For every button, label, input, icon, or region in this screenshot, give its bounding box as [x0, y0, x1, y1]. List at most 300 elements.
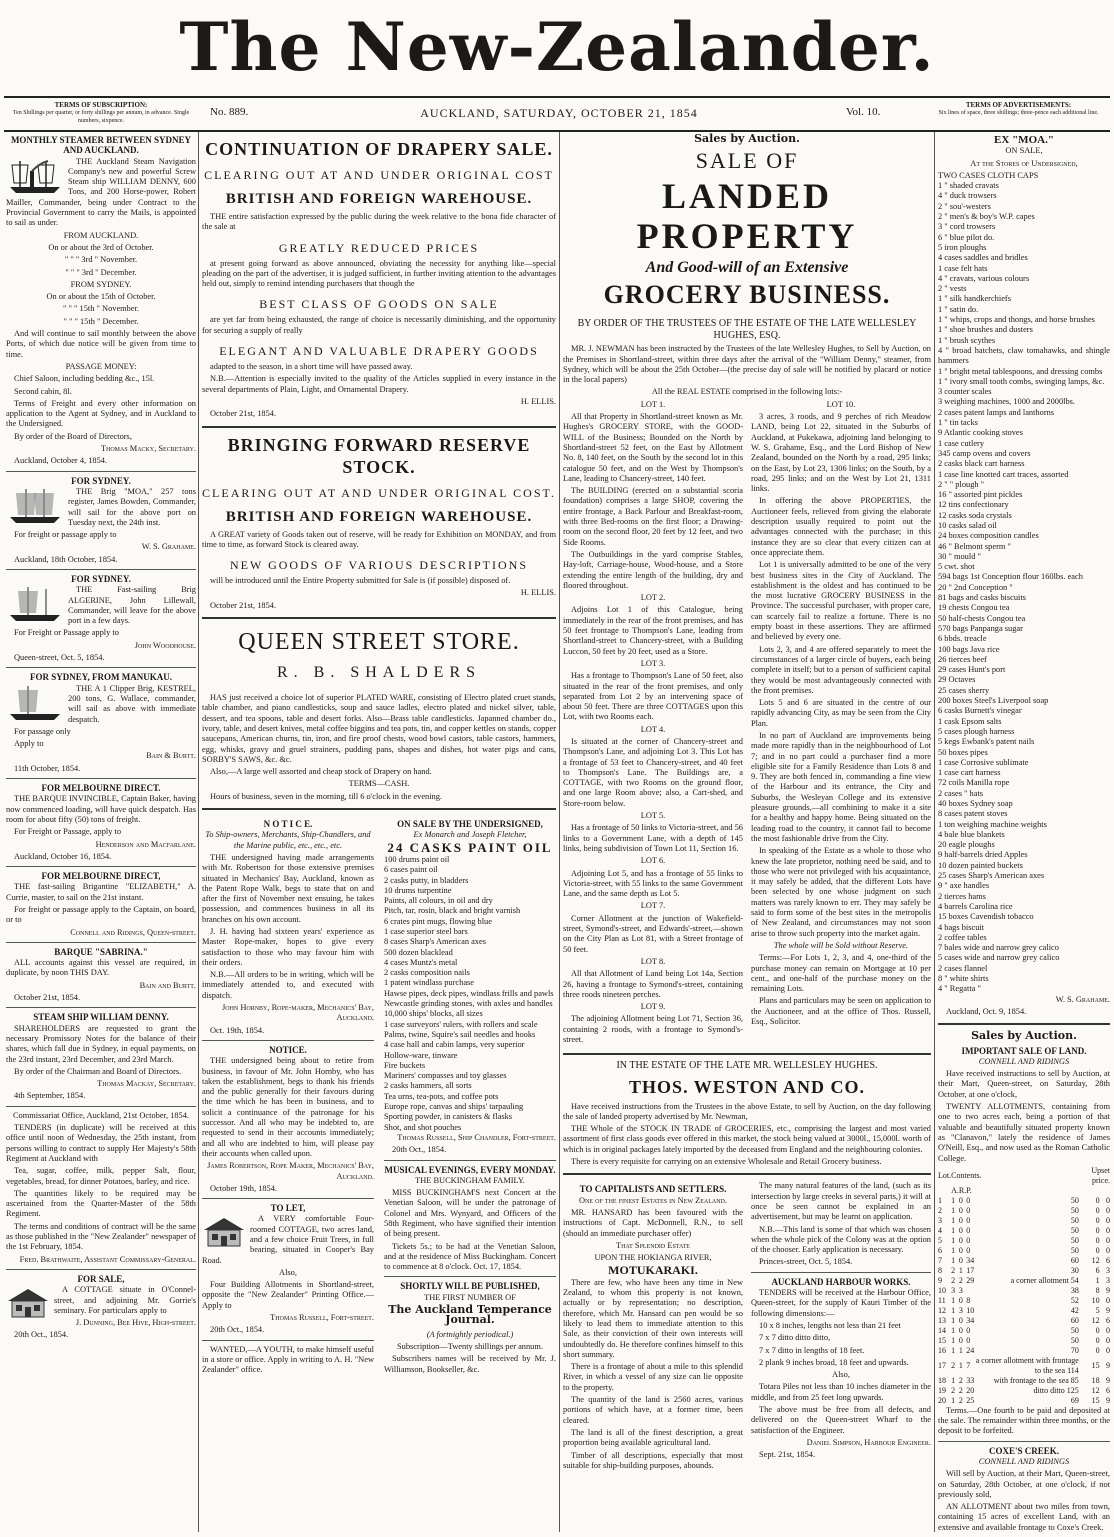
table-cell: 50 — [1070, 1335, 1079, 1345]
steamship-icon — [6, 157, 64, 197]
ad-headline: CONTINUATION OF DRAPERY SALE. — [205, 139, 553, 159]
list-item: 1 patent windlass purchase — [384, 978, 475, 988]
list-item: 2 " sou'-westers — [938, 201, 991, 211]
ad-subheading: CONNELL AND RIDINGS — [978, 1056, 1070, 1066]
ad-body: Subscribers names will be received by Mr. J. Williamson, Bookseller, &c. — [384, 1354, 556, 1374]
table-cell: 30 — [1070, 1265, 1079, 1275]
ad-signature: John Hornby, Rope-maker, Mechanics' Bay, Auckland. — [221, 1003, 374, 1023]
capitalists-section — [563, 1181, 931, 1473]
ad-body: TENDERS (in duplicate) will be received at this office until noon of Wednesday, the 25th instant, from persons willing to contract to supply Her Majesty's 58th Regiment at Auckland with — [6, 1123, 196, 1163]
table-cell: 0 — [958, 1215, 963, 1225]
table-cell: 6 — [1106, 1315, 1110, 1325]
lot-body: Lots 2, 3, and 4 are offered separately to meet the circumstances of a larger circle of buyers, each being complete in itself; but to a person of sufficient capital they would be most advantageously connected with the front premises. — [751, 644, 931, 695]
table-cell: 1 — [951, 1305, 956, 1315]
ad-body: N.B.—All orders to be in writing, which will be immediately attended to, and executed with dispatch. — [202, 970, 374, 1000]
list-item: 72 coils Manilla rope — [938, 778, 1010, 788]
ad-body: THE fast-sailing Brigantine "ELIZABETH," A. Currie, master, to sail on the 21st instant. — [6, 882, 196, 902]
table-cell: 1 — [951, 1295, 956, 1305]
table-cell: 0 — [1106, 1325, 1110, 1335]
table-cell: 24 — [966, 1345, 975, 1355]
subscription-terms-heading: TERMS OF SUBSCRIPTION: — [54, 101, 148, 109]
ad-body: will be introduced until the Entire Property submitted for Sale is (if possible) disposed of. — [210, 576, 511, 586]
table-cell: 9 — [1106, 1395, 1110, 1405]
ad-body: Have received instructions from the Trustees in the above Estate, to sell by Auction, on the day following the sale of landed property advertised by Mr. Newman, — [563, 1101, 931, 1121]
ad-body: 2 plank 9 inches broad, 18 feet and upwards. — [759, 1357, 909, 1367]
ad-date: 4th September, 1854. — [14, 1091, 86, 1101]
table-cell: a corner allotment 54 — [1010, 1275, 1079, 1285]
issue-number: No. 889. — [210, 106, 249, 118]
list-item: 4 " Regatta " — [938, 984, 981, 994]
lot-body: Corner Allotment at the junction of Wakefield-street, Symond's-street, and Edwards'-street,—shown on the City Plan as Lot 81, with a Street frontage of 50 feet. — [563, 913, 743, 954]
ad-heading: COXE'S CREEK. — [988, 1445, 1059, 1456]
list-item: 5 cases plough harness — [938, 726, 1015, 736]
ad-heading: Commissariat Office, Auckland, 21st October, 1854. — [12, 1110, 190, 1120]
list-item: 4 barrels Carolina rice — [938, 901, 1013, 911]
list-item: 2 " vests — [938, 284, 967, 294]
list-item: 2 " men's & boy's W.P. capes — [938, 212, 1035, 222]
divider — [6, 471, 196, 472]
table-cell: 2 — [938, 1205, 942, 1215]
ad-heading: IN THE ESTATE OF THE LATE MR. WELLESLEY HUGHES. — [616, 1060, 878, 1072]
list-item: 5 cases wide and narrow grey calico — [938, 953, 1060, 963]
ad-body: TENDERS will be received at the Harbour Office, Queen-street, for the supply of Kauri Timber of the following dimensions:— — [751, 1288, 931, 1318]
ad-body: MR. J. NEWMAN has been instructed by the Trustees of the late Wellesley Hughes, to Sell by Auction, on the Premises in Shortland-street, within three days after the arrival of the "William Denny," steamer, from Sydney, which will be about the 25th October—(the precise day of sale will be notified by placard or notice in the local papers) — [563, 344, 931, 385]
sub-column-right — [384, 816, 556, 1378]
table-cell: 15 — [1091, 1395, 1100, 1405]
ad-date: Sept. 21st, 1854. — [759, 1450, 816, 1460]
table-cell: 0 — [1106, 1215, 1110, 1225]
table-cell: 3 — [1106, 1265, 1110, 1275]
table-cell: 11 — [938, 1295, 946, 1305]
lot-heading: LOT 2. — [640, 593, 666, 603]
table-cell: 6 — [1106, 1255, 1110, 1265]
table-cell: 60 — [1070, 1255, 1079, 1265]
list-item: 594 bags 1st Conception flour 160lbs. each — [938, 572, 1083, 582]
ad-date: October 19th, 1854. — [210, 1183, 277, 1193]
list-item: 1 " ivory small tooth combs, swinging lamps, &c. — [938, 376, 1105, 386]
list-item: 5 cwt. shot — [938, 562, 975, 572]
ad-body: at present going forward as above announced, obviating the necessity for anything like—special pleading on the part of the advertiser, it is judged sufficient, in further inviting attention to the advantages held out, simply to remind intending purchasers that though the — [202, 258, 556, 289]
divider — [202, 1198, 374, 1199]
ad-body: (A fortnightly periodical.) — [426, 1329, 514, 1339]
table-cell: 8 — [1095, 1285, 1100, 1295]
ad-body: For Freight or Passage, apply to — [14, 827, 122, 837]
table-cell: 0 — [1106, 1345, 1110, 1355]
table-cell: 0 — [1095, 1335, 1100, 1345]
table-cell: 3 — [1106, 1275, 1110, 1285]
ad-body: For passage only — [14, 726, 71, 736]
list-item: 1 case Corrosive sublimate — [938, 757, 1029, 767]
list-item: 4 bags biscuit — [938, 922, 985, 932]
ad-heading: IMPORTANT SALE OF LAND. — [961, 1045, 1087, 1056]
section-heading: Sales by Auction. — [971, 1029, 1077, 1043]
table-cell: 0 — [958, 1235, 963, 1245]
divider — [6, 569, 196, 570]
subscription-terms-text: Ten Shillings per quarter, or forty shillings per annum, in advance. Single numbers, sixpence. — [12, 110, 190, 124]
ad-body: THE Whole of the STOCK IN TRADE of GROCERIES, etc., comprising the largest and most varied assortment of first class goods ever offered in this market, the stock being valued at 3000l., 15,000l. worth of which is in original packages lately imported by the deceased from England and the neighbouring colonies. — [563, 1124, 931, 1154]
table-cell: 10 — [1091, 1295, 1100, 1305]
table-cell: 50 — [1070, 1195, 1079, 1205]
subscription-terms — [6, 101, 196, 125]
ad-body: By order of the Chairman and Board of Directors. — [14, 1066, 182, 1076]
capitalists-right — [751, 1181, 931, 1473]
table-cell: 0 — [1106, 1205, 1110, 1215]
table-cell: 60 — [1070, 1315, 1079, 1325]
table-row — [938, 1356, 1110, 1376]
divider — [563, 1173, 931, 1175]
table-row — [938, 1306, 1110, 1316]
list-item: 2 cases " hats — [938, 788, 984, 798]
ad-signature: Daniel Simpson, Harbour Engineer. — [806, 1437, 931, 1447]
list-item: 200 boxes Steel's Liverpool soap — [938, 696, 1049, 706]
ad-subheadline: MOTUKARAKI. — [608, 1263, 698, 1278]
table-cell: 1 — [951, 1225, 956, 1235]
divider — [563, 1053, 931, 1055]
table-cell: 2 — [958, 1275, 963, 1285]
table-cell: 6 — [1106, 1385, 1110, 1395]
table-cell: 10 — [966, 1305, 975, 1315]
table-cell: 0 — [1106, 1235, 1110, 1245]
list-item: 1 " whips, crops and thongs, and horse brushes — [938, 315, 1095, 325]
table-cell: 1 — [951, 1395, 956, 1405]
table-cell: 13 — [938, 1315, 946, 1325]
table-cell: 20 — [938, 1395, 946, 1405]
ad-subheading: That Splendid Estate — [616, 1240, 690, 1250]
house-icon — [6, 1287, 50, 1319]
ad-body: THE Auckland Steam Navigation Company's new and powerful Screw Steam ship WILLIAM DENNY, 600 Tons, and 200 Horse-power, Robert Mailler, Commander, being under Contract to the Provincial Government to carry the Mails, is appointed to sail as under. — [6, 156, 196, 228]
ad-body: TWENTY ALLOTMENTS, containing from one to two acres each, being a portion of that valuable and beautifully situated property known as "Clanavon," lately the residence of James O'Neill, Esq., and now used as the Roman Catholic College. — [938, 1102, 1110, 1163]
ad-heading: FOR SYDNEY. — [71, 475, 131, 486]
table-cell: 3 — [938, 1215, 942, 1225]
lot-heading: LOT 8. — [640, 956, 666, 966]
column-drapery — [202, 132, 556, 1532]
list-item: 4 " broad hatchets, claw tomahawks, and shingle hammers — [938, 345, 1110, 366]
table-cell: 52 — [1070, 1295, 1079, 1305]
ad-body: THE Fast-sailing Brig ALGERINE, John Lillewall, Commander, will leave for the above port in a few days. — [68, 585, 196, 626]
table-row — [938, 1336, 1110, 1346]
table-cell: 1 — [951, 1255, 956, 1265]
ad-body: are yet far from being exhausted, the range of choice is necessarily diminishing, and the opportunity for securing a supply of really — [202, 315, 556, 335]
lot-heading: LOT 5. — [640, 811, 666, 821]
list-item: 9 half-barrels dried Apples — [938, 850, 1028, 860]
lot-body: Adjoining Lot 5, and has a frontage of 55 links to Victoria-street, with 55 links to the same Government Lane, and the same depth as Lot 5. — [563, 868, 743, 899]
divider — [6, 1007, 196, 1008]
ad-body: SHAREHOLDERS are requested to grant the necessary Promissory Notes for the balance of their shares, which fall due in Sydney, in equal payments, on the 23rd instant, 23rd December, and 23rd March. — [6, 1023, 196, 1064]
list-item: 345 camp ovens and covers — [938, 448, 1031, 458]
ad-heading: FOR SYDNEY, FROM MANUKAU. — [30, 672, 172, 683]
table-row — [938, 1246, 1110, 1256]
lot-body: Plans and particulars may be seen on application to the Auctioneer, and at the office of Thos. Russell, Esq., Solicitor. — [751, 996, 931, 1026]
ad-body: A COTTAGE situate in O'Connel-street, and adjoining Mr. Gorrie's seminary. For particulars apply to — [54, 1285, 196, 1315]
table-row — [938, 1226, 1110, 1236]
table-cell: 1 — [938, 1195, 942, 1205]
table-cell: with frontage to the sea 85 — [993, 1375, 1079, 1385]
table-cell: 0 — [958, 1245, 963, 1255]
section-heading: Sales by Auction. — [694, 132, 800, 145]
advertisement-terms-text: Six lines of space, three shillings; three-pence each additional line. — [938, 110, 1099, 116]
list-item: 1 " shoe brushes and dusters — [938, 325, 1033, 335]
table-cell: 2 — [951, 1360, 956, 1370]
table-cell: 33 — [966, 1375, 975, 1385]
list-item: 26 tierces beef — [938, 654, 987, 664]
masthead — [0, 0, 1114, 92]
list-item: 8 cases patent stoves — [938, 809, 1008, 819]
table-cell: 9 — [1106, 1305, 1110, 1315]
table-cell: 2 — [958, 1385, 963, 1395]
ad-body: The above must be free from all defects, and delivered on the Queen-street Wharf to the satisfaction of the Engineer. — [751, 1405, 931, 1435]
list-item: 40 boxes Sydney soap — [938, 799, 1013, 808]
ad-body: Subscription—Twenty shillings per annum. — [397, 1341, 543, 1351]
list-item: Pitch, tar, rosin, black and bright varnish — [384, 906, 521, 916]
table-cell: 2 — [958, 1375, 963, 1385]
ad-body: Terms of Freight and every other information on application to the Agent at Sydney, and in Auckland to the Undersigned. — [6, 398, 196, 429]
table-cell: 2 — [958, 1395, 963, 1405]
ad-body: MISS BUCKINGHAM'S next Concert at the Venetian Saloon, will be under the patronage of Colonel and Mrs. Wynyard, and Officers of the 58th Regiment, who have signified their intention of being present. — [384, 1188, 556, 1239]
list-item: 2 coffee tables — [938, 932, 987, 942]
table-cell: 0 — [1095, 1205, 1100, 1215]
ad-date: October 21st, 1854. — [210, 409, 277, 419]
list-item: Hollow-ware, tinware — [384, 1050, 458, 1060]
table-cell: 0 — [958, 1195, 963, 1205]
table-cell: 9 — [938, 1275, 942, 1285]
table-cell: 0 — [966, 1235, 971, 1245]
list-item: 29 cases Hunt's port — [938, 665, 1006, 675]
volume-number: Vol. 10. — [846, 106, 881, 118]
table-cell: 0 — [966, 1245, 971, 1255]
ad-subheading: Ex Monarch and Joseph Fletcher, — [413, 830, 527, 840]
table-cell: 7 — [938, 1255, 942, 1265]
table-row — [938, 1216, 1110, 1226]
table-cell: 9 — [1106, 1375, 1110, 1385]
ad-body: There is a frontage of about a mile to this splendid River, in which a vessel of any size can lie opposite to the property. — [563, 1362, 743, 1392]
ad-body: Chief Saloon, including bedding &c., 15l. — [14, 374, 155, 384]
ad-body: adapted to the season, in a short time will have passed away. — [210, 362, 413, 372]
list-item: 29 Octaves — [938, 675, 976, 685]
table-cell: 50 — [1070, 1325, 1079, 1335]
table-row — [938, 1286, 1110, 1296]
ad-headline: BRINGING FORWARD RESERVE STOCK. — [227, 434, 531, 477]
table-cell: 42 — [1070, 1305, 1079, 1315]
divider — [202, 808, 556, 810]
ad-date: 20th Oct., 1854. — [392, 1145, 447, 1155]
ad-body: 7 x 7 ditto ditto ditto, — [759, 1333, 831, 1343]
lot-body: Is situated at the corner of Chancery-street and Thompson's Lane, and adjoining Lot 3. This Lot has a frontage of 53 feet to Chancery-street, and 40 feet to Thompson's Lane. The Buildings are, a COTTAGE, with two Rooms on the ground floor, and one large Room above; also, a Cart-shed, and Store-room below. — [563, 736, 743, 808]
ad-body: A GREAT variety of Goods taken out of reserve, will be ready for Exhibition on MONDAY, and from time to time, as forward Stock is cleared away. — [202, 529, 556, 549]
list-item: 2 tierces hams — [938, 891, 986, 901]
newspaper-title: The New-Zealander. — [179, 8, 935, 86]
list-item: 1 " satin do. — [938, 304, 979, 314]
table-cell: 0 — [1095, 1245, 1100, 1255]
table-row — [938, 1386, 1110, 1396]
list-item: 10 casks salad oil — [938, 520, 997, 530]
table-cell: 17 — [966, 1265, 975, 1275]
table-cell: 20 — [966, 1385, 975, 1395]
divider — [6, 1269, 196, 1270]
table-cell: 0 — [966, 1195, 971, 1205]
list-item: 50 boxes pipes — [938, 747, 988, 757]
ad-subheading: THE FIRST NUMBER OF — [424, 1292, 516, 1302]
ad-subheading: CONNELL AND RIDINGS — [978, 1456, 1070, 1466]
divider — [751, 1272, 931, 1273]
ad-date: October 21st, 1854. — [14, 993, 81, 1003]
table-cell: 10 — [938, 1285, 946, 1295]
table-cell: 8 — [938, 1265, 942, 1275]
ad-date: Auckland, October 16, 1854. — [14, 851, 112, 861]
schedule-line: On or about the 3rd of October. — [48, 242, 154, 252]
table-cell: 50 — [1070, 1205, 1079, 1215]
lot-body: Terms:—For Lots 1, 2, 3, and 4, one-third of the purchase money can remain on Mortgage at 10 per cent., and one-half of the purchase money on the remaining Lots. — [751, 953, 931, 994]
list-item: 1 " shaded cravats — [938, 181, 999, 191]
list-item: 2 cases patent lamps and lanthorns — [938, 407, 1055, 417]
list-item: 4 " cravats, various colours — [938, 273, 1030, 283]
list-item: 3 weighing machines, 1000 and 2000lbs. — [938, 397, 1076, 407]
table-row — [938, 1256, 1110, 1266]
table-row — [938, 1296, 1110, 1306]
ad-subheadline: The Auckland Temperance Journal. — [388, 1303, 552, 1327]
list-item: 6 " blue pilot do. — [938, 232, 995, 242]
place-date: AUCKLAND, SATURDAY, OCTOBER 21, 1854 — [420, 106, 698, 120]
table-cell: 1 — [951, 1375, 956, 1385]
table-cell: 3 — [958, 1305, 963, 1315]
list-item: 1 case superior steel bars — [384, 926, 468, 936]
ad-body: Hours of business, seven in the morning, till 6 o'clock in the evening. — [210, 791, 443, 801]
ad-body: Tea, sugar, coffee, milk, pepper Salt, flour, vegetables, bread, for dinner Potatoes, barley, and rice. — [6, 1166, 196, 1186]
list-item: 4 " duck trowsers — [938, 191, 997, 201]
lot-heading: LOT 9. — [640, 1002, 666, 1012]
ad-subheadline: BRITISH AND FOREIGN WAREHOUSE. — [225, 191, 533, 207]
list-item: 1 " brush scythes — [938, 335, 996, 345]
list-item: 1 " bright metal tablespoons, and dressing combs — [938, 366, 1103, 376]
ad-subheading: FROM AUCKLAND. — [63, 230, 139, 240]
table-row — [938, 1376, 1110, 1386]
lots-section — [563, 400, 931, 1048]
list-item: 46 " Belmont sperm " — [938, 541, 1011, 551]
table-cell: 16 — [938, 1345, 946, 1355]
table-cell: 0 — [1095, 1225, 1100, 1235]
ad-signature: H. ELLIS. — [520, 396, 556, 406]
divider — [6, 667, 196, 668]
ad-date: Auckland, Oct. 9, 1854. — [946, 1006, 1027, 1016]
list-item: 2 casks black cart harness — [938, 459, 1025, 469]
ad-subheading: One of the finest Estates in New Zealand. — [579, 1195, 727, 1205]
ad-body: N.B.—This land is some of that which was chosen when the whole pick of the Colony was at the option of the chooser. Early application is necessary. — [751, 1224, 931, 1255]
table-cell: 0 — [1095, 1345, 1100, 1355]
lots-right — [751, 400, 931, 1048]
table-header-cell: P. — [966, 1185, 972, 1195]
divider — [384, 1276, 556, 1277]
table-cell: 0 — [966, 1205, 971, 1215]
divider — [202, 1340, 374, 1341]
ad-body: Second cabin, 8l. — [14, 386, 72, 396]
table-cell: 12 — [1091, 1255, 1100, 1265]
lot-body: 3 acres, 3 roods, and 9 perches of rich Meadow LAND, being Lot 22, situated in the Suburbs of Auckland, at Pukekawa, adjoining land belonging to W. S. Grahame, Esq., and the Lord Bishop of New Zealand, bounded on the North by a road, 295 links; on the East, by Lot 23, 1306 links; on the South, by a road, 295 links; and on the West by Lot 21, 1311 links. — [751, 412, 931, 494]
ad-body: By order of the Board of Directors, — [14, 431, 132, 441]
table-cell: 1 — [958, 1360, 963, 1370]
table-cell: 18 — [1091, 1375, 1100, 1385]
table-cell: 1 — [951, 1335, 956, 1345]
lot-body: Has a frontage to Thompson's Lane of 50 feet, also situated in the rear of the front premises, and only separated from Lot 2 by an intervening space of about 50 feet. There are three COTTAGES upon this Lot, with two Rooms each. — [563, 671, 743, 722]
table-cell: 5 — [938, 1235, 942, 1245]
table-cell: 1 — [951, 1315, 956, 1325]
divider — [938, 1023, 1110, 1025]
schedule-line: " " " 3rd " December. — [65, 267, 137, 277]
table-row — [938, 1396, 1110, 1406]
dateline-bar — [4, 96, 1110, 132]
ad-heading: BARQUE "SABRINA." — [54, 946, 148, 957]
lot-heading: LOT 3. — [640, 658, 666, 668]
ad-body: Terms.—One fourth to be paid and deposited at the sale. The remainder within three months, or the deposit to be forfeited. — [938, 1405, 1110, 1436]
ad-body: Also, — [832, 1370, 850, 1380]
ad-body: AN ALLOTMENT about two miles from town, containing 15 acres of excellent Land, with an extensive and available frontage to Coxe's Creek. — [938, 1502, 1110, 1532]
ad-body: HAS just received a choice lot of superior PLATED WARE, consisting of Electro plated cruet stands, table chamber, and piano candlesticks, soup and sauce ladles, electro plated and nickel silver, table, dessert, and tea spoons, table and desert forks. Also—Brass table candlesticks. Japanned chamber do., ivory, table, and desert knives, metal coffee biggins and tea pots, tin, and copper kettles on stands, copper saucepans, American churns, tin, iron, and fire proof chests, wood bowl castors, table castors, hammers, egg, whisks, gravy and gruel strainers, pudding pans, shapes and dishes, hot water pigs and cans, SORBY'S SAWS, &c. &c. — [202, 693, 556, 764]
ad-signature: Thomas Russell, Fort-street. — [270, 1313, 374, 1323]
ad-body: WANTED,—A YOUTH, to make himself useful in a store or office. Apply in writing to A. H. "New Zealander" office. — [202, 1344, 374, 1375]
ad-date: Oct. 19th, 1854. — [210, 1025, 265, 1035]
capitalists-left — [563, 1181, 743, 1473]
ad-heading: FOR MELBOURNE DIRECT. — [41, 783, 161, 794]
lot-heading: LOT 10. — [826, 399, 856, 409]
ad-signature: Bain and Burtt. — [139, 980, 196, 990]
ad-subheading: To Ship-owners, Merchants, Ship-Chandlers, and the Marine public, etc., etc., etc. — [205, 830, 371, 850]
lot-heading: LOT 4. — [640, 724, 666, 734]
inventory-list — [384, 855, 556, 1133]
table-cell: 12 — [938, 1305, 946, 1315]
table-header-cell: Lot. — [938, 1170, 952, 1180]
ad-heading: MONTHLY STEAMER BETWEEN SYDNEY AND AUCKLAND. — [10, 135, 192, 156]
sailing-ship-icon — [6, 684, 64, 724]
list-item: 9 " axe handles — [938, 881, 990, 891]
list-item: 7 bales wide and narrow grey calico — [938, 943, 1059, 953]
lot-body: Lots 5 and 6 are situated in the centre of our rapidly advancing City, as may be seen from the City Plan. — [751, 698, 931, 728]
list-item: 81 bags and casks biscuits — [938, 593, 1026, 603]
ad-subheadline: NEW GOODS OF VARIOUS DESCRIPTIONS — [229, 558, 529, 573]
list-item: 3 " cord trowsers — [938, 222, 996, 232]
column-rule — [934, 132, 935, 1532]
list-item: 2 casks composition nails — [384, 968, 470, 978]
divider — [202, 617, 556, 619]
list-item: 8 cases Sharp's American axes — [384, 937, 486, 947]
ad-terms: TERMS—CASH. — [348, 779, 410, 789]
table-header-cell: R. — [958, 1185, 967, 1195]
table-subheader-row — [938, 1186, 1110, 1196]
ad-headline: LANDED PROPERTY — [636, 176, 858, 257]
table-cell: 6 — [938, 1245, 942, 1255]
list-item: 20 " 2nd Conception " — [938, 582, 1013, 592]
list-item: 16 " assorted pint pickles — [938, 490, 1023, 500]
ad-body: ALL accounts against this vessel are required, in duplicate, by noon THIS DAY. — [6, 958, 196, 978]
table-cell: 1 — [951, 1195, 956, 1205]
table-cell: 50 — [1070, 1215, 1079, 1225]
list-item: 100 bags Java rice — [938, 644, 1000, 654]
ad-subheadline: BEST CLASS OF GOODS ON SALE — [259, 297, 499, 312]
list-item: 4 cases saddles and bridles — [938, 253, 1028, 263]
ad-heading: AUCKLAND HARBOUR WORKS. — [771, 1276, 911, 1287]
ad-signature: James Robertson, Rope Maker, Mechanics' Bay, Auckland. — [207, 1161, 374, 1181]
table-cell: 1 — [951, 1235, 956, 1245]
ad-body: Totara Piles not less than 10 inches diameter in the middle, and from 25 feet long upwards. — [751, 1382, 931, 1402]
lot-body: Adjoins Lot 1 of this Catalogue, being immediately in the rear of the front premises, and has 50 feet frontage to Thompson's Lane, leading from Shortland-street to Chancery-street, with a Building Luccon, 50 feet by 20 feet, used as a Store. — [563, 605, 743, 656]
table-cell: 0 — [1106, 1225, 1110, 1235]
lot-body: All that Property in Shortland-street known as Mr. Hughes's GROCERY STORE, with the GOOD-WILL of the Business; Bounded on the North by Shortland-street 52 feet, on the East by Allotment No. 8, 140 feet, on the South by the second lot in this catalogue 50 feet, and on the West by Thompson's Lane, leading to Chancery-street, 140 feet. — [563, 412, 743, 483]
table-cell: 50 — [1070, 1245, 1079, 1255]
list-item: 25 cases sherry — [938, 685, 990, 695]
lots-table-body — [938, 1196, 1110, 1406]
table-cell: 50 — [1070, 1235, 1079, 1245]
table-row — [938, 1206, 1110, 1216]
ad-body: Timber of all descriptions, especially that most suitable for ship-building purposes, abounds. — [563, 1450, 743, 1470]
ad-date: Queen-street, Oct. 5, 1854. — [14, 653, 105, 663]
table-cell: 0 — [1095, 1325, 1100, 1335]
